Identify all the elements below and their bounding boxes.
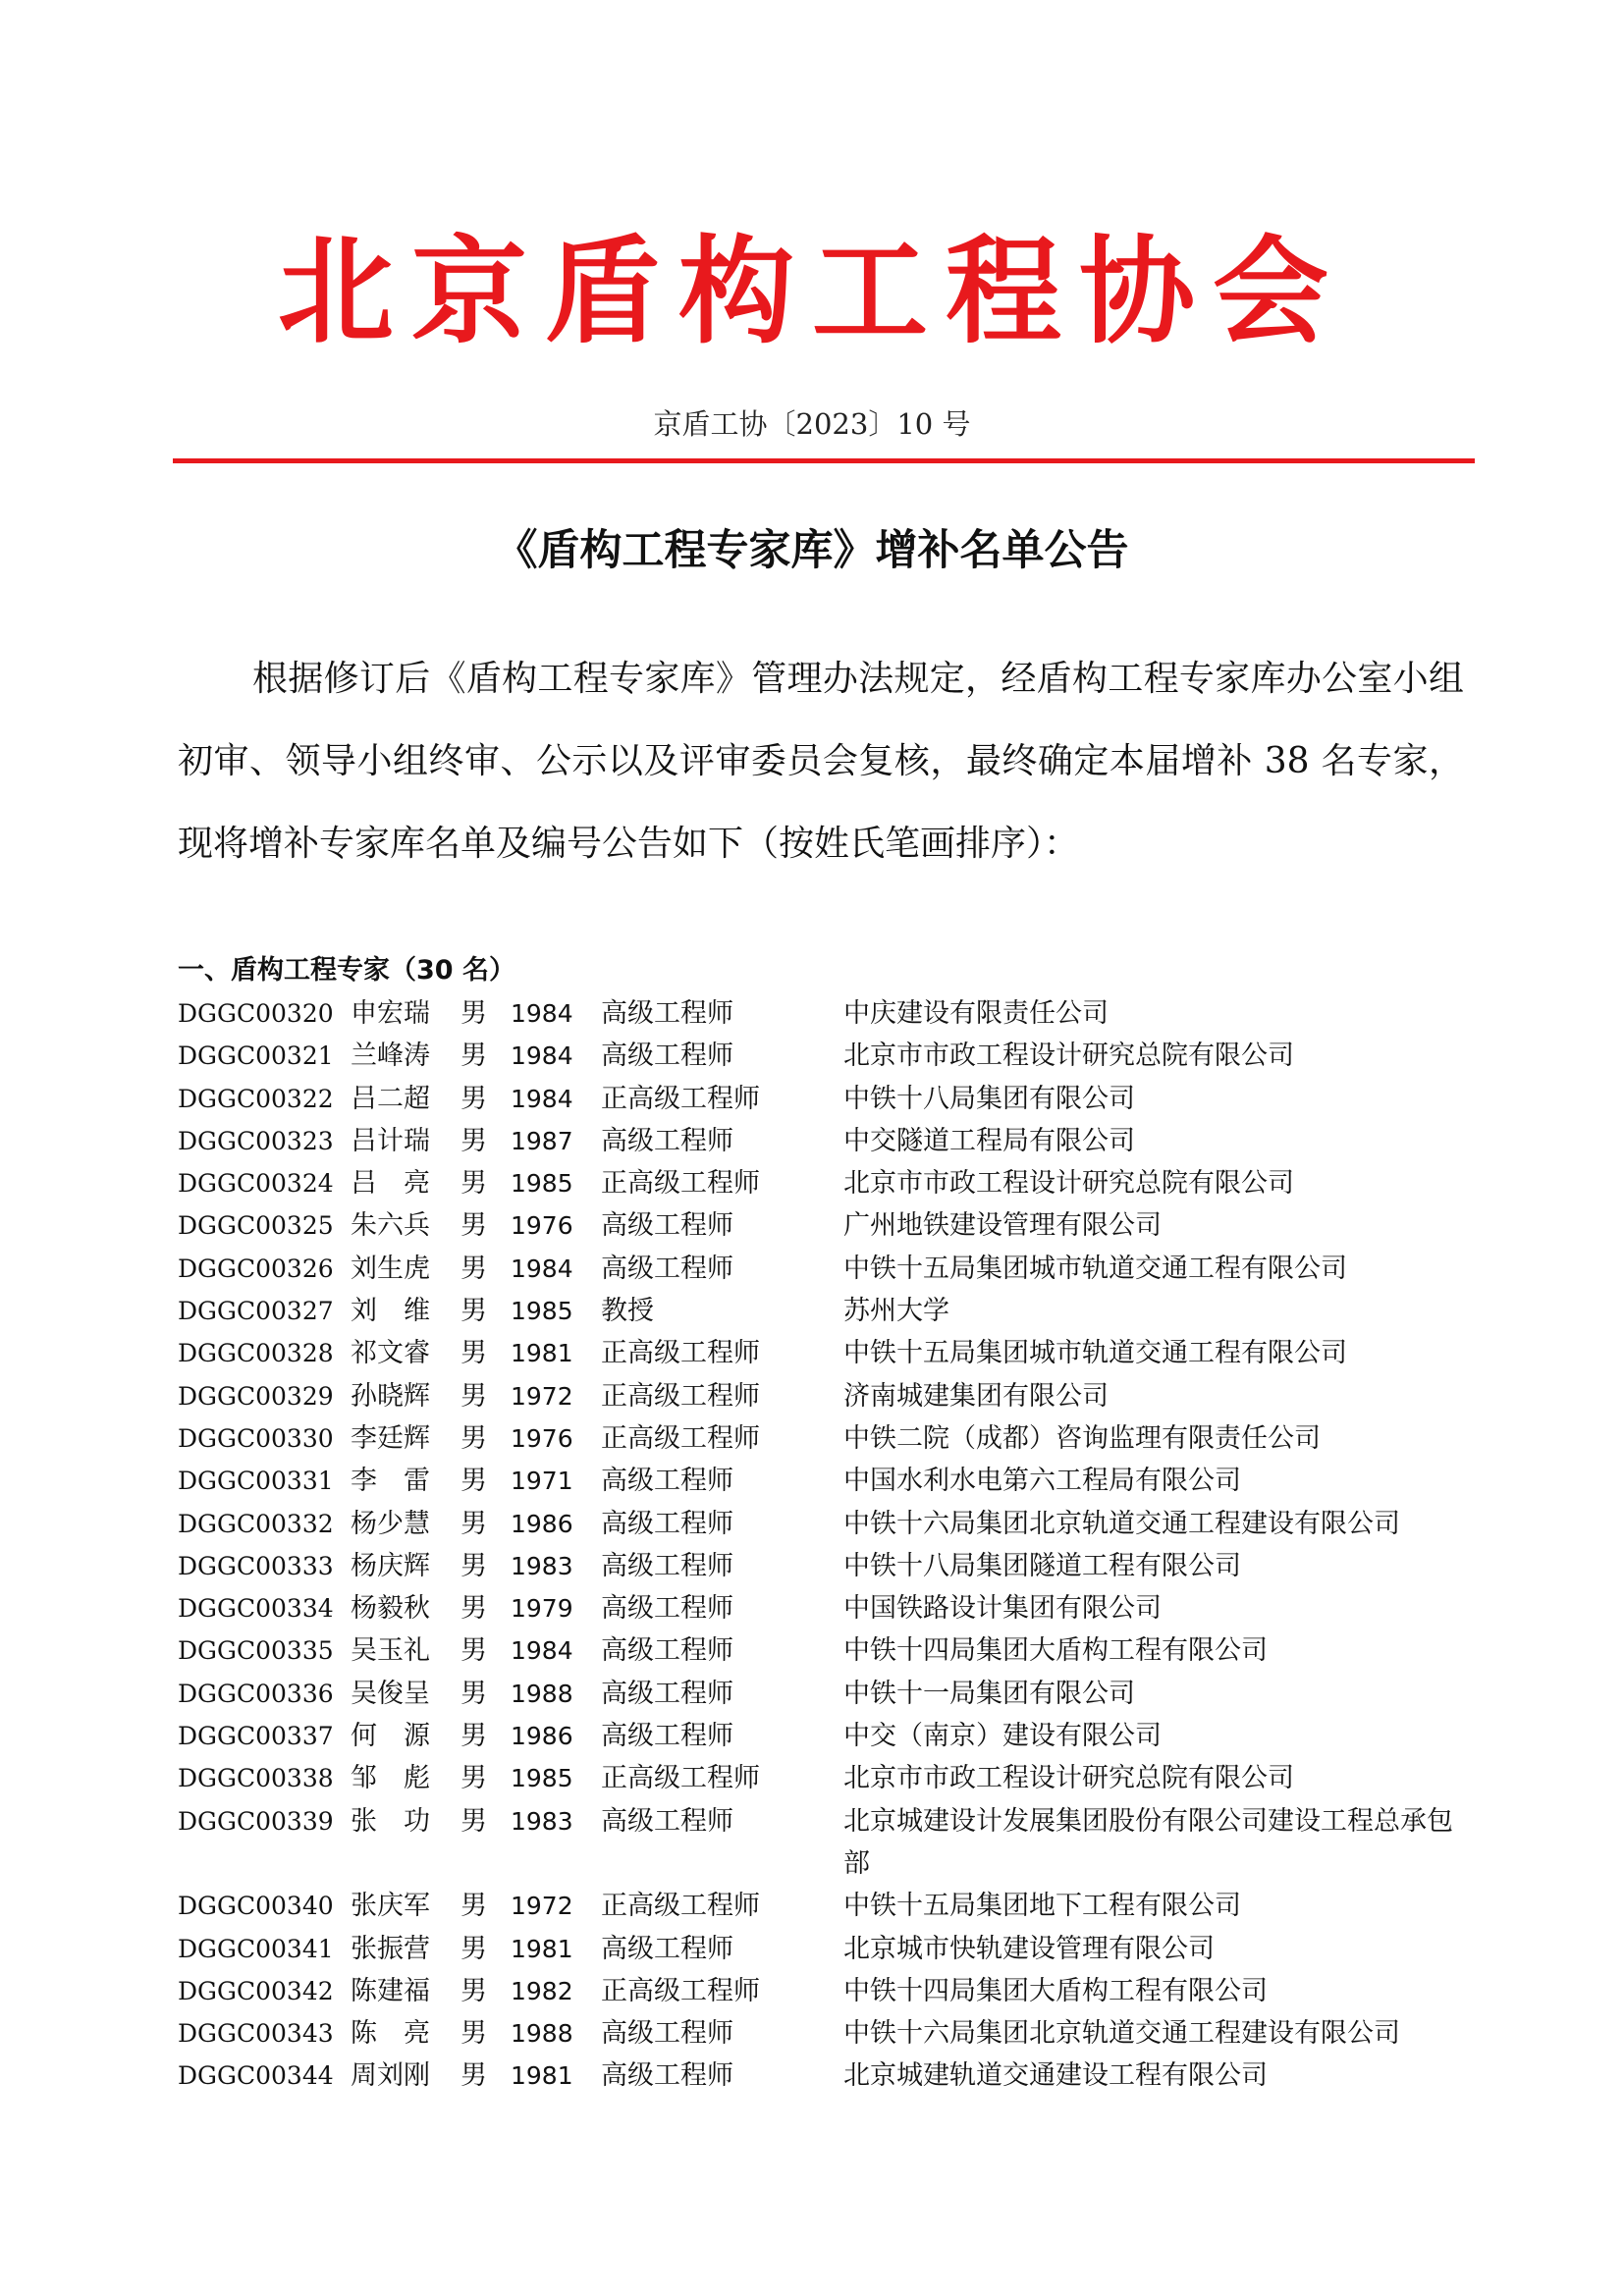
expert-title: 高级工程师	[601, 1508, 733, 1539]
expert-birth-year: 1976	[511, 1211, 573, 1241]
expert-birth-year: 1984	[511, 999, 573, 1028]
expert-title: 高级工程师	[601, 1210, 733, 1242]
expert-title: 高级工程师	[601, 2060, 733, 2092]
expert-organization: 中铁十六局集团北京轨道交通工程建设有限公司	[843, 2018, 1400, 2050]
expert-birth-year: 1986	[511, 1509, 573, 1538]
expert-row	[178, 1757, 1474, 1799]
expert-title: 高级工程师	[601, 998, 733, 1029]
expert-title: 正高级工程师	[601, 1168, 760, 1200]
expert-organization: 北京市市政工程设计研究总院有限公司	[843, 1763, 1294, 1794]
expert-row	[178, 992, 1474, 1035]
expert-title: 高级工程师	[601, 1635, 733, 1667]
expert-gender: 男	[460, 1380, 487, 1412]
expert-name: 杨少慧	[351, 1508, 430, 1539]
expert-organization: 中铁十五局集团城市轨道交通工程有限公司	[843, 1338, 1347, 1369]
expert-code: DGGC00327	[178, 1297, 334, 1326]
expert-organization: 济南城建集团有限公司	[843, 1380, 1109, 1412]
expert-gender: 男	[460, 1721, 487, 1752]
expert-gender: 男	[460, 1805, 487, 1837]
expert-code: DGGC00332	[178, 1509, 334, 1538]
expert-gender: 男	[460, 1422, 487, 1454]
expert-gender: 男	[460, 2018, 487, 2050]
expert-organization: 中交（南京）建设有限公司	[843, 1721, 1162, 1752]
expert-title: 高级工程师	[601, 1125, 733, 1156]
expert-title: 正高级工程师	[601, 1338, 760, 1369]
expert-code: DGGC00323	[178, 1126, 334, 1155]
expert-birth-year: 1984	[511, 1041, 573, 1071]
expert-organization: 北京城建设计发展集团股份有限公司建设工程总承包部	[843, 1805, 1453, 1879]
expert-organization: 中国水利水电第六工程局有限公司	[843, 1466, 1241, 1497]
expert-row	[178, 1248, 1474, 1290]
expert-title: 高级工程师	[601, 1550, 733, 1581]
expert-name: 张振营	[351, 1933, 430, 1964]
expert-organization: 中铁二院（成都）咨询监理有限责任公司	[843, 1422, 1321, 1454]
expert-row	[178, 1417, 1474, 1460]
expert-row	[178, 1078, 1474, 1120]
expert-code: DGGC00337	[178, 1722, 334, 1751]
expert-birth-year: 1985	[511, 1297, 573, 1326]
expert-birth-year: 1984	[511, 1254, 573, 1283]
expert-birth-year: 1981	[511, 1339, 573, 1368]
expert-title: 高级工程师	[601, 1933, 733, 1964]
expert-title: 正高级工程师	[601, 1380, 760, 1412]
expert-organization: 中铁十八局集团有限公司	[843, 1083, 1135, 1114]
expert-birth-year: 1986	[511, 1722, 573, 1751]
expert-name: 张庆军	[351, 1891, 430, 1922]
expert-title: 正高级工程师	[601, 1891, 760, 1922]
expert-gender: 男	[460, 1593, 487, 1625]
expert-title: 高级工程师	[601, 1253, 733, 1284]
expert-code: DGGC00335	[178, 1636, 334, 1666]
expert-birth-year: 1985	[511, 1169, 573, 1199]
expert-title: 正高级工程师	[601, 1975, 760, 2006]
expert-code: DGGC00341	[178, 1934, 334, 1963]
expert-title: 高级工程师	[601, 1041, 733, 1072]
expert-row	[178, 1715, 1474, 1757]
expert-code: DGGC00344	[178, 2061, 334, 2091]
intro-paragraph: 根据修订后《盾构工程专家库》管理办法规定，经盾构工程专家库办公室小组初审、领导小组终审、公示以及评审委员会复核，最终确定本届增补 38 名专家，现将增补专家库名单及编号公告如下（按姓氏笔画排序）：	[178, 659, 1464, 864]
expert-organization: 中铁十五局集团城市轨道交通工程有限公司	[843, 1253, 1347, 1284]
expert-gender: 男	[460, 1253, 487, 1284]
expert-code: DGGC00320	[178, 999, 334, 1028]
expert-gender: 男	[460, 1296, 487, 1327]
expert-name: 孙晓辉	[351, 1380, 430, 1412]
expert-birth-year: 1988	[511, 2019, 573, 2049]
expert-title: 正高级工程师	[601, 1083, 760, 1114]
expert-code: DGGC00331	[178, 1467, 334, 1496]
expert-row	[178, 1332, 1474, 1374]
expert-birth-year: 1972	[511, 1892, 573, 1921]
expert-gender: 男	[460, 1635, 487, 1667]
expert-code: DGGC00328	[178, 1339, 334, 1368]
expert-code: DGGC00334	[178, 1594, 334, 1624]
expert-name: 杨庆辉	[351, 1550, 430, 1581]
expert-name: 吴俊呈	[351, 1678, 430, 1709]
expert-row	[178, 1035, 1474, 1077]
expert-code: DGGC00329	[178, 1381, 334, 1411]
expert-gender: 男	[460, 1933, 487, 1964]
expert-title: 正高级工程师	[601, 1763, 760, 1794]
expert-code: DGGC00342	[178, 1976, 334, 2005]
expert-gender: 男	[460, 998, 487, 1029]
expert-name: 吴玉礼	[351, 1635, 430, 1667]
expert-gender: 男	[460, 1041, 487, 1072]
expert-row	[178, 1970, 1474, 2012]
expert-code: DGGC00330	[178, 1423, 334, 1453]
section-heading: 一、盾构工程专家（30 名）	[178, 955, 515, 986]
expert-birth-year: 1985	[511, 1764, 573, 1793]
org-name-letterhead: 北京盾构工程协会	[277, 223, 1346, 359]
expert-code: DGGC00343	[178, 2019, 334, 2049]
expert-row	[178, 1503, 1474, 1545]
document-number: 京盾工协〔2023〕10 号	[653, 407, 971, 441]
expert-name: 李廷辉	[351, 1422, 430, 1454]
expert-row	[178, 1545, 1474, 1587]
expert-name: 陈建福	[351, 1975, 430, 2006]
expert-organization: 中庆建设有限责任公司	[843, 998, 1109, 1029]
expert-organization: 中铁十四局集团大盾构工程有限公司	[843, 1975, 1268, 2006]
expert-name: 周刘刚	[351, 2060, 430, 2092]
expert-row	[178, 1120, 1474, 1162]
expert-code: DGGC00324	[178, 1169, 334, 1199]
expert-organization: 中铁十六局集团北京轨道交通工程建设有限公司	[843, 1508, 1400, 1539]
expert-gender: 男	[460, 1083, 487, 1114]
expert-title: 高级工程师	[601, 1721, 733, 1752]
expert-title: 高级工程师	[601, 1678, 733, 1709]
expert-gender: 男	[460, 1508, 487, 1539]
expert-gender: 男	[460, 1210, 487, 1242]
expert-title: 正高级工程师	[601, 1422, 760, 1454]
expert-title: 高级工程师	[601, 1593, 733, 1625]
expert-gender: 男	[460, 1168, 487, 1200]
expert-code: DGGC00340	[178, 1892, 334, 1921]
expert-code: DGGC00322	[178, 1084, 334, 1113]
expert-birth-year: 1987	[511, 1126, 573, 1155]
expert-organization: 中铁十四局集团大盾构工程有限公司	[843, 1635, 1268, 1667]
expert-name: 刘 维	[351, 1296, 430, 1327]
expert-birth-year: 1979	[511, 1594, 573, 1624]
expert-title: 高级工程师	[601, 1466, 733, 1497]
expert-row	[178, 1587, 1474, 1629]
expert-name: 何 源	[351, 1721, 430, 1752]
expert-organization: 中铁十五局集团地下工程有限公司	[843, 1891, 1241, 1922]
expert-name: 杨毅秋	[351, 1593, 430, 1625]
expert-organization: 苏州大学	[843, 1296, 949, 1327]
letterhead-divider	[173, 458, 1475, 463]
expert-row	[178, 2012, 1474, 2055]
expert-code: DGGC00339	[178, 1806, 334, 1836]
expert-gender: 男	[460, 2060, 487, 2092]
expert-birth-year: 1972	[511, 1381, 573, 1411]
expert-birth-year: 1982	[511, 1976, 573, 2005]
expert-row	[178, 1290, 1474, 1332]
expert-name: 吕 亮	[351, 1168, 430, 1200]
expert-code: DGGC00326	[178, 1254, 334, 1283]
expert-organization: 中交隧道工程局有限公司	[843, 1125, 1135, 1156]
expert-birth-year: 1971	[511, 1467, 573, 1496]
expert-title: 高级工程师	[601, 1805, 733, 1837]
expert-birth-year: 1984	[511, 1636, 573, 1666]
expert-title: 教授	[601, 1296, 654, 1327]
expert-gender: 男	[460, 1466, 487, 1497]
expert-organization: 北京市市政工程设计研究总院有限公司	[843, 1168, 1294, 1200]
expert-row	[178, 1673, 1474, 1715]
expert-organization: 中铁十一局集团有限公司	[843, 1678, 1135, 1709]
expert-name: 张 功	[351, 1805, 430, 1837]
expert-gender: 男	[460, 1891, 487, 1922]
expert-birth-year: 1981	[511, 2061, 573, 2091]
expert-organization: 中国铁路设计集团有限公司	[843, 1593, 1162, 1625]
expert-code: DGGC00338	[178, 1764, 334, 1793]
expert-birth-year: 1976	[511, 1423, 573, 1453]
expert-gender: 男	[460, 1550, 487, 1581]
expert-organization: 广州地铁建设管理有限公司	[843, 1210, 1162, 1242]
notice-title: 《盾构工程专家库》增补名单公告	[495, 526, 1129, 575]
expert-row	[178, 2055, 1474, 2097]
expert-name: 邹 彪	[351, 1763, 430, 1794]
expert-row	[178, 1629, 1474, 1672]
expert-title: 高级工程师	[601, 2018, 733, 2050]
expert-organization: 中铁十八局集团隧道工程有限公司	[843, 1550, 1241, 1581]
expert-row	[178, 1800, 1474, 1886]
expert-gender: 男	[460, 1975, 487, 2006]
expert-name: 吕二超	[351, 1083, 430, 1114]
expert-name: 兰峰涛	[351, 1041, 430, 1072]
expert-organization: 北京市市政工程设计研究总院有限公司	[843, 1041, 1294, 1072]
expert-birth-year: 1983	[511, 1806, 573, 1836]
expert-row	[178, 1460, 1474, 1502]
expert-name: 祁文睿	[351, 1338, 430, 1369]
expert-organization: 北京城市快轨建设管理有限公司	[843, 1933, 1215, 1964]
expert-gender: 男	[460, 1125, 487, 1156]
expert-name: 刘生虎	[351, 1253, 430, 1284]
expert-name: 申宏瑞	[351, 998, 430, 1029]
expert-list	[178, 992, 1474, 2098]
expert-birth-year: 1988	[511, 1679, 573, 1708]
expert-code: DGGC00325	[178, 1211, 334, 1241]
expert-row	[178, 1885, 1474, 1927]
expert-gender: 男	[460, 1763, 487, 1794]
expert-organization: 北京城建轨道交通建设工程有限公司	[843, 2060, 1268, 2092]
expert-birth-year: 1983	[511, 1551, 573, 1580]
expert-code: DGGC00321	[178, 1041, 334, 1071]
expert-code: DGGC00336	[178, 1679, 334, 1708]
expert-name: 朱六兵	[351, 1210, 430, 1242]
expert-row	[178, 1162, 1474, 1204]
expert-birth-year: 1981	[511, 1934, 573, 1963]
expert-gender: 男	[460, 1678, 487, 1709]
expert-name: 李 雷	[351, 1466, 430, 1497]
expert-name: 陈 亮	[351, 2018, 430, 2050]
expert-gender: 男	[460, 1338, 487, 1369]
expert-name: 吕计瑞	[351, 1125, 430, 1156]
expert-row	[178, 1375, 1474, 1417]
expert-row	[178, 1928, 1474, 1970]
expert-row	[178, 1204, 1474, 1247]
expert-code: DGGC00333	[178, 1551, 334, 1580]
expert-birth-year: 1984	[511, 1084, 573, 1113]
